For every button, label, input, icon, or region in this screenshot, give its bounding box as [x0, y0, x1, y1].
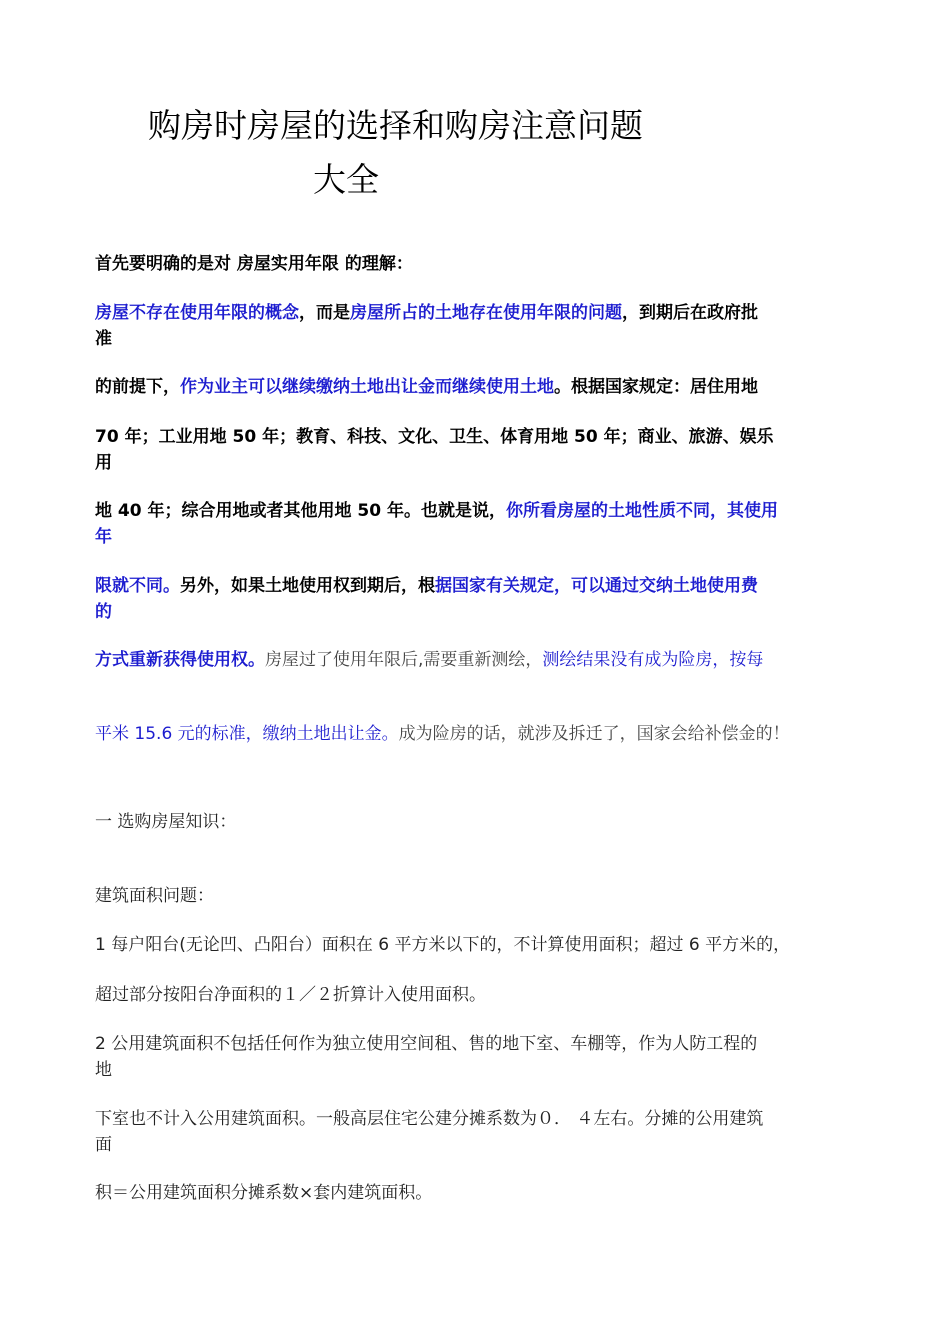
highlight-text: 方式重新获得使用权。: [95, 650, 265, 670]
highlight-text: 你所看房屋的土地性质不同，其使用: [506, 501, 778, 521]
body-text: 面: [95, 1135, 112, 1155]
body-text: 地 40 年；综合用地或者其他用地 50 年。也就是说，: [95, 501, 506, 521]
intro-paragraph-6: [95, 573, 860, 625]
list-item-2-line1: [95, 1031, 860, 1083]
page-title-line1: 购房时房屋的选择和购房注意问题: [148, 106, 643, 145]
highlight-text: 的: [95, 602, 112, 622]
highlight-text: 作为业主可以继续缴纳土地出让金而继续使用土地: [180, 377, 554, 397]
section-subheading: 建筑面积问题：: [95, 886, 214, 906]
intro-paragraph-5: [95, 498, 860, 550]
intro-paragraph-7: [95, 647, 860, 673]
body-text: 成为险房的话，就涉及拆迁了，国家会给补偿金的！: [398, 724, 790, 744]
highlight-text: 房屋所占的土地存在使用年限的问题: [350, 303, 622, 323]
highlight-text: 测绘结果没有成为险房，按每: [542, 650, 764, 670]
body-text: 。根据国家规定：居住用地: [554, 377, 758, 397]
body-text: 70 年；工业用地 50 年；教育、科技、文化、卫生、体育用地 50 年；商业、旅游、娱乐: [95, 427, 774, 447]
body-text: 下室也不计入公用建筑面积。一般高层住宅公建分摊系数为０． ４左右。分摊的公用建筑: [95, 1109, 764, 1129]
list-item-2-line2: [95, 1106, 860, 1158]
intro-paragraph-1: 首先要明确的是对 房屋实用年限 的理解：: [95, 254, 413, 274]
list-item-1-line2: 超过部分按阳台净面积的１／２折算计入使用面积。: [95, 985, 486, 1005]
intro-paragraph-2: [95, 300, 860, 352]
highlight-text: 限就不同。: [95, 576, 180, 596]
highlight-text: 房屋不存在使用年限的概念: [95, 303, 299, 323]
body-text: 准: [95, 329, 112, 349]
body-text: ，到期后在政府批: [622, 303, 758, 323]
highlight-text: 年: [95, 527, 112, 547]
body-text: 用: [95, 453, 112, 473]
body-text: 房屋过了使用年限后,需要重新测绘，: [265, 650, 543, 670]
highlight-text: 据国家有关规定，可以通过交纳土地使用费: [435, 576, 758, 596]
section-heading: 一 选购房屋知识：: [95, 812, 237, 832]
body-text: 另外，如果土地使用权到期后，根: [180, 576, 435, 596]
intro-paragraph-3: [95, 374, 860, 400]
page-title-line2: 大全: [313, 160, 379, 199]
highlight-text: 平米 15.6 元的标准，缴纳土地出让金。: [95, 724, 399, 744]
body-text: ，而是: [299, 303, 350, 323]
intro-paragraph-4: [95, 424, 860, 476]
list-item-1-line1: 1 每户阳台(无论凹、凸阳台）面积在 6 平方米以下的，不计算使用面积；超过 6 平方米的，: [95, 935, 791, 955]
list-item-2-line3: 积＝公用建筑面积分摊系数×套内建筑面积。: [95, 1183, 433, 1203]
body-text: 2 公用建筑面积不包括任何作为独立使用空间租、售的地下室、车棚等，作为人防工程的: [95, 1034, 758, 1054]
body-text: 的前提下，: [95, 377, 180, 397]
intro-paragraph-8: [95, 721, 860, 747]
body-text: 地: [95, 1060, 112, 1080]
